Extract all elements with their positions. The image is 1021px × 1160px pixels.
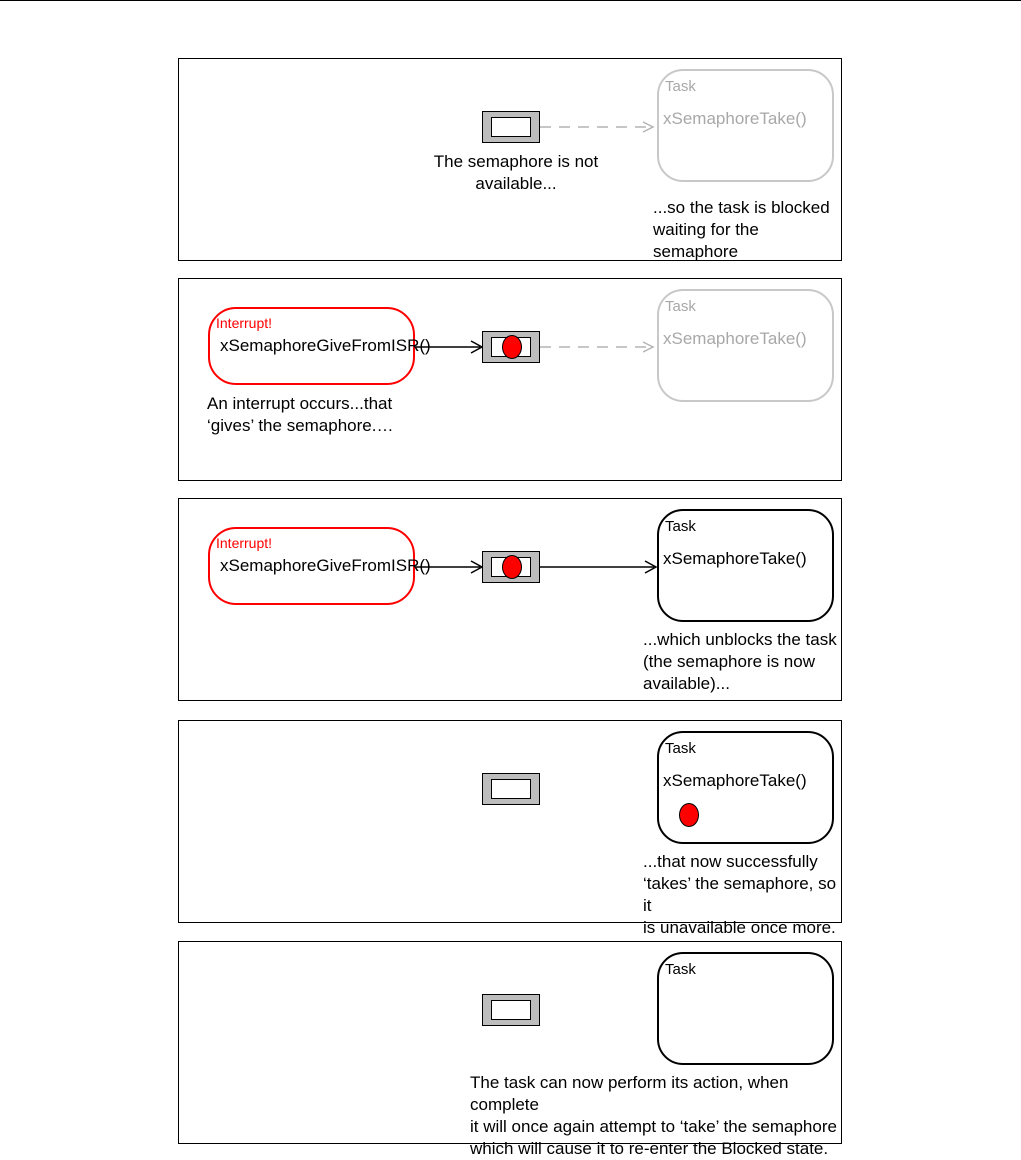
semaphore	[482, 551, 540, 583]
task-label: Task	[665, 78, 696, 95]
panel-2-interrupt-gives	[178, 278, 842, 481]
semaphore	[482, 773, 540, 805]
dashed-arrow-head	[643, 122, 653, 132]
interrupt-caption: An interrupt occurs...that ‘gives’ the semaphore.…	[207, 394, 394, 435]
panel-5-task-runs	[178, 941, 842, 1158]
semaphore-slot	[491, 1000, 531, 1020]
give-arrow-head	[471, 341, 482, 353]
interrupt-label: Interrupt!	[216, 535, 273, 551]
semaphore	[482, 111, 540, 143]
task-box	[657, 289, 834, 402]
give-arrow-head	[471, 561, 482, 573]
semaphore-caption: The semaphore is not available...	[433, 152, 599, 193]
task-label: Task	[665, 740, 696, 757]
semaphore-slot	[491, 117, 531, 137]
panel-1-semaphore-unavailable	[178, 58, 842, 261]
give-call: xSemaphoreGiveFromISR()	[220, 336, 431, 355]
take-arrow-head	[645, 561, 656, 573]
task-label: Task	[665, 961, 696, 978]
page-top-rule	[0, 0, 1021, 1]
task-caption: ...so the task is blocked waiting for the semaphore	[653, 198, 830, 261]
task-box	[657, 731, 834, 844]
take-call: xSemaphoreTake()	[663, 549, 807, 568]
take-call: xSemaphoreTake()	[663, 109, 807, 128]
task-label: Task	[665, 518, 696, 535]
task-box	[657, 952, 834, 1065]
semaphore	[482, 994, 540, 1026]
task-box	[657, 69, 834, 182]
taken-token	[679, 803, 699, 827]
task-box	[657, 509, 834, 622]
interrupt-box	[208, 307, 431, 385]
summary-caption: The task can now perform its action, when complete it will once again attempt to ‘take’ the semaphore which will cause it to re-enter the Blocked state.	[470, 1073, 837, 1158]
interrupt-label: Interrupt!	[216, 315, 273, 331]
semaphore-token	[502, 555, 522, 579]
semaphore-slot	[491, 779, 531, 799]
task-caption: ...which unblocks the task (the semaphore is now available)...	[643, 630, 837, 693]
interrupt-box	[208, 527, 431, 605]
panel-3-task-unblocked	[178, 498, 842, 701]
dashed-arrow-head	[643, 342, 653, 352]
give-call: xSemaphoreGiveFromISR()	[220, 556, 431, 575]
panel-4-task-takes	[178, 720, 842, 937]
semaphore	[482, 331, 540, 363]
take-call: xSemaphoreTake()	[663, 329, 807, 348]
take-call: xSemaphoreTake()	[663, 771, 807, 790]
task-caption: ...that now successfully ‘takes’ the semaphore, so it is unavailable once more.	[643, 852, 837, 937]
semaphore-token	[502, 335, 522, 359]
task-label: Task	[665, 298, 696, 315]
